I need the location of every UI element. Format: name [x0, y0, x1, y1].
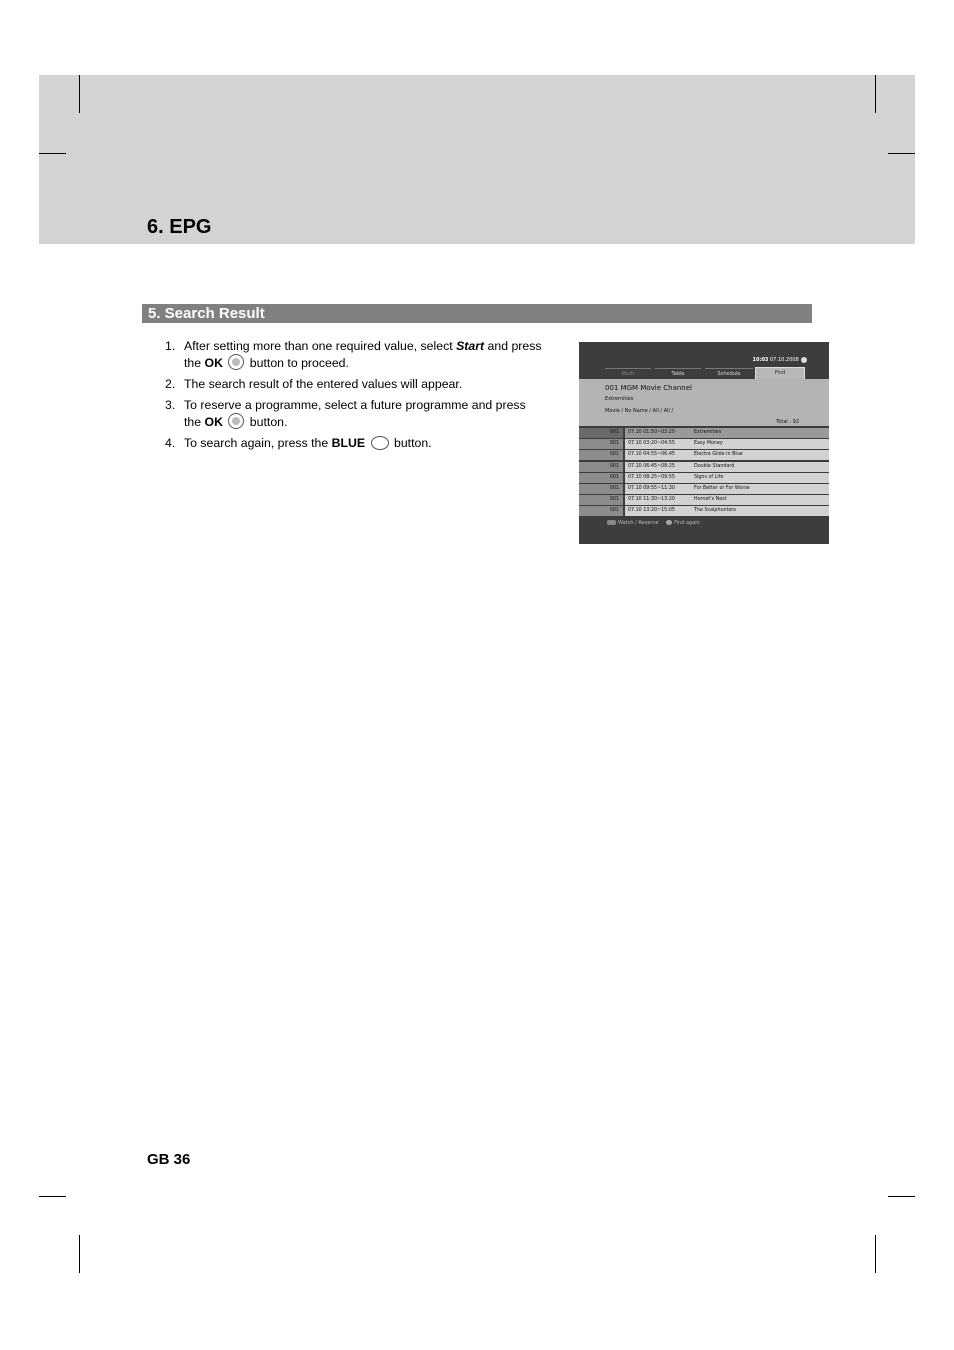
table-row[interactable]: 001 07.10 01:50~03:20 Extremities — [579, 428, 829, 438]
crop-mark — [875, 1235, 876, 1273]
crop-mark — [888, 1196, 915, 1197]
tab-multi[interactable]: Multi — [605, 368, 651, 380]
list-item: 1. After setting more than one required value, select Start and press the OK button to proceed. — [165, 339, 542, 370]
section-title: 5. Search Result — [142, 304, 812, 323]
crop-mark — [888, 153, 915, 154]
crop-mark — [79, 75, 80, 113]
table-row[interactable]: 001 07.10 09:55~11:30 For Better or For Worse — [579, 484, 829, 494]
programme-name: Extremities — [605, 396, 634, 402]
clock-icon — [801, 357, 807, 363]
tab-schedule[interactable]: Schedule — [705, 368, 753, 380]
crop-mark — [79, 1235, 80, 1273]
tab-table[interactable]: Table — [655, 368, 701, 380]
blue-key-icon — [666, 520, 672, 525]
result-list — [579, 428, 829, 518]
search-criteria: Movie / No Name / All / All / — [605, 408, 674, 414]
table-row[interactable]: 001 07.10 06:45~08:25 Double Standard — [579, 462, 829, 472]
list-item: 3. To reserve a programme, select a future programme and press the OK button. — [165, 398, 526, 429]
chapter-title: 6. EPG — [147, 216, 212, 238]
table-row[interactable]: 001 07.10 08:25~09:55 Signs of Life — [579, 473, 829, 483]
channel-name: 001 MGM Movie Channel — [605, 384, 692, 392]
crop-mark — [39, 1196, 66, 1197]
screen-clock: 10:03 07.10.2008 — [752, 357, 799, 363]
list-item: 2. The search result of the entered values will appear. — [165, 377, 463, 391]
crop-mark — [875, 75, 876, 113]
crop-mark — [39, 153, 66, 154]
ok-button-icon — [228, 413, 244, 429]
table-row[interactable]: 001 07.10 13:20~15:05 The Scalphunters — [579, 506, 829, 516]
screen-footer: Watch / Reserve Find again — [607, 520, 700, 526]
ok-button-icon — [228, 354, 244, 370]
table-row[interactable]: 001 07.10 11:30~13:20 Hornet's Nest — [579, 495, 829, 505]
list-item: 4. To search again, press the BLUE button. — [165, 436, 432, 450]
table-row[interactable]: 001 07.10 04:55~06:45 Electra Glide in Blue — [579, 450, 829, 460]
tab-find[interactable]: Find — [755, 367, 805, 380]
epg-screenshot — [579, 342, 829, 544]
page-number: GB 36 — [147, 1151, 191, 1168]
ok-key-icon — [607, 520, 616, 525]
result-total: Total : 92 — [776, 419, 799, 425]
blue-button-icon — [371, 436, 389, 450]
instruction-list — [165, 339, 545, 457]
table-row[interactable]: 001 07.10 03:20~04:55 Easy Money — [579, 439, 829, 449]
